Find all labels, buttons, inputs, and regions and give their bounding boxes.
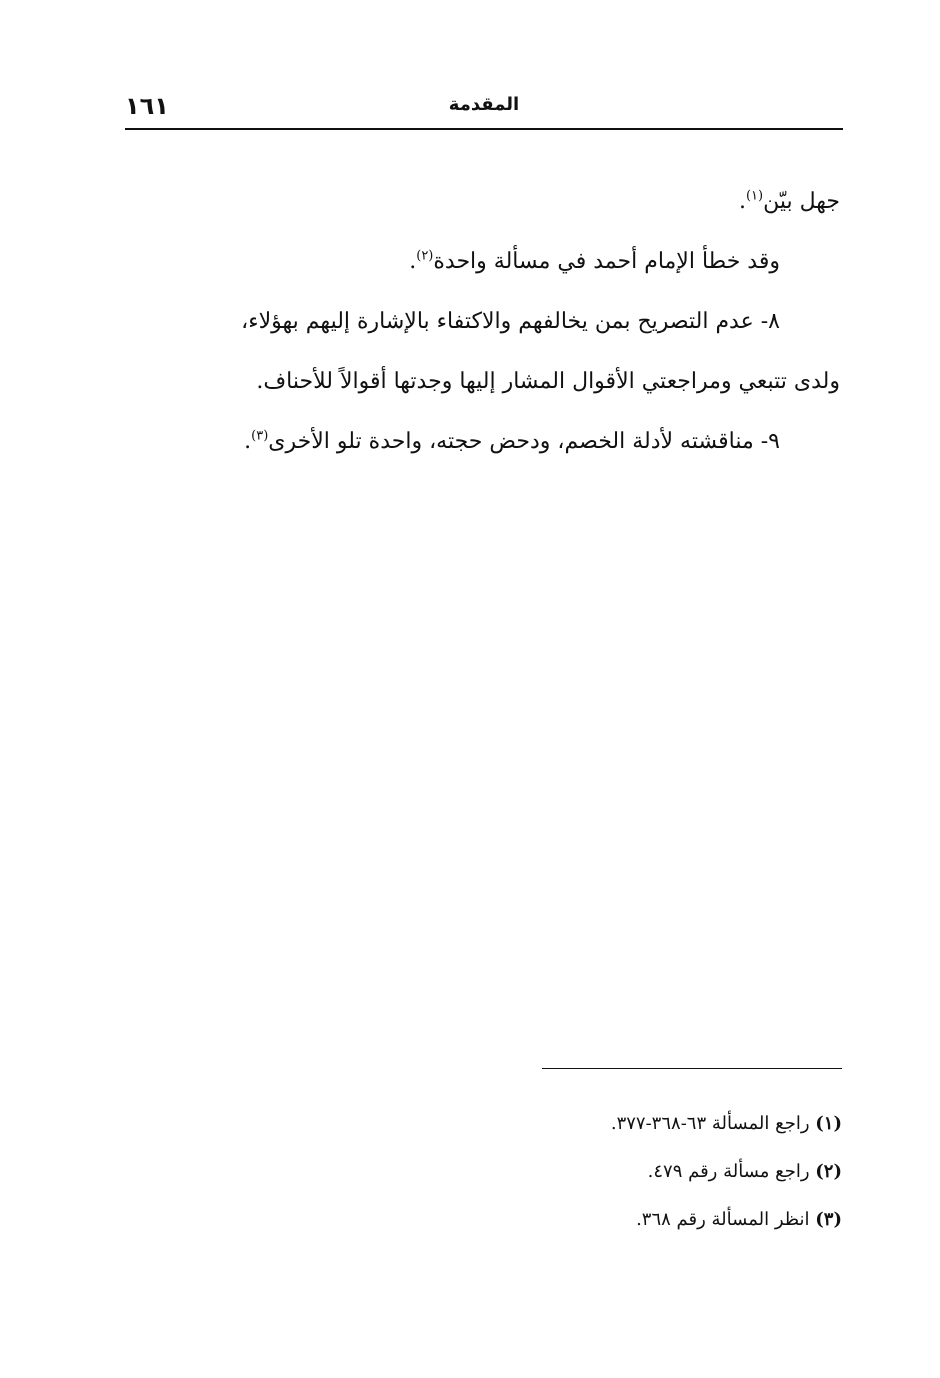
paragraph-3-line-2: ولدى تتبعي ومراجعتي الأقوال المشار إليها وجدتها أقوالاً للأحناف. bbox=[256, 369, 840, 394]
paragraph-4-text: ٩- مناقشته لأدلة الخصم، ودحض حجته، واحدة تلو الأخرى bbox=[268, 429, 780, 454]
footnote-1-text: راجع المسألة ٦٣-٣٦٨-٣٧٧. bbox=[610, 1113, 816, 1134]
paragraph-2-text: وقد خطأ الإمام أحمد في مسألة واحدة bbox=[433, 249, 780, 274]
footnote-1-number: (١) bbox=[815, 1113, 842, 1134]
paragraph-2-end: . bbox=[409, 249, 417, 274]
footnote-rule bbox=[542, 1068, 842, 1069]
footnote-ref-1[interactable]: (١) bbox=[745, 188, 764, 204]
paragraph-4-end: . bbox=[244, 429, 252, 454]
paragraph-1 bbox=[130, 172, 840, 232]
header-rule bbox=[125, 128, 843, 130]
footnote-3-number: (٣) bbox=[815, 1209, 842, 1230]
footnote-3-text: انظر المسألة رقم ٣٦٨. bbox=[636, 1209, 816, 1230]
footnote-ref-3[interactable]: (٣) bbox=[251, 428, 269, 444]
footnote-2-text: راجع مسألة رقم ٤٧٩. bbox=[647, 1161, 816, 1182]
page-number: ١٦١ bbox=[125, 92, 169, 120]
main-text bbox=[130, 172, 840, 472]
paragraph-1-end: . bbox=[738, 189, 746, 214]
footnote-ref-2[interactable]: (٢) bbox=[416, 248, 434, 264]
paragraph-1-text: جهل بيّن bbox=[763, 189, 840, 214]
footnote-2-number: (٢) bbox=[815, 1161, 842, 1182]
footnote-2 bbox=[430, 1148, 842, 1196]
page-title: المقدمة bbox=[448, 94, 520, 115]
running-header bbox=[125, 92, 843, 128]
paragraph-3-line-1: ٨- عدم التصريح بمن يخالفهم والاكتفاء بالإشارة إليهم بهؤلاء، bbox=[241, 309, 780, 334]
paragraph-4 bbox=[130, 412, 840, 472]
paragraph-2 bbox=[130, 232, 840, 292]
footnotes bbox=[430, 1100, 842, 1244]
footnote-3 bbox=[430, 1196, 842, 1244]
footnote-1 bbox=[430, 1100, 842, 1148]
